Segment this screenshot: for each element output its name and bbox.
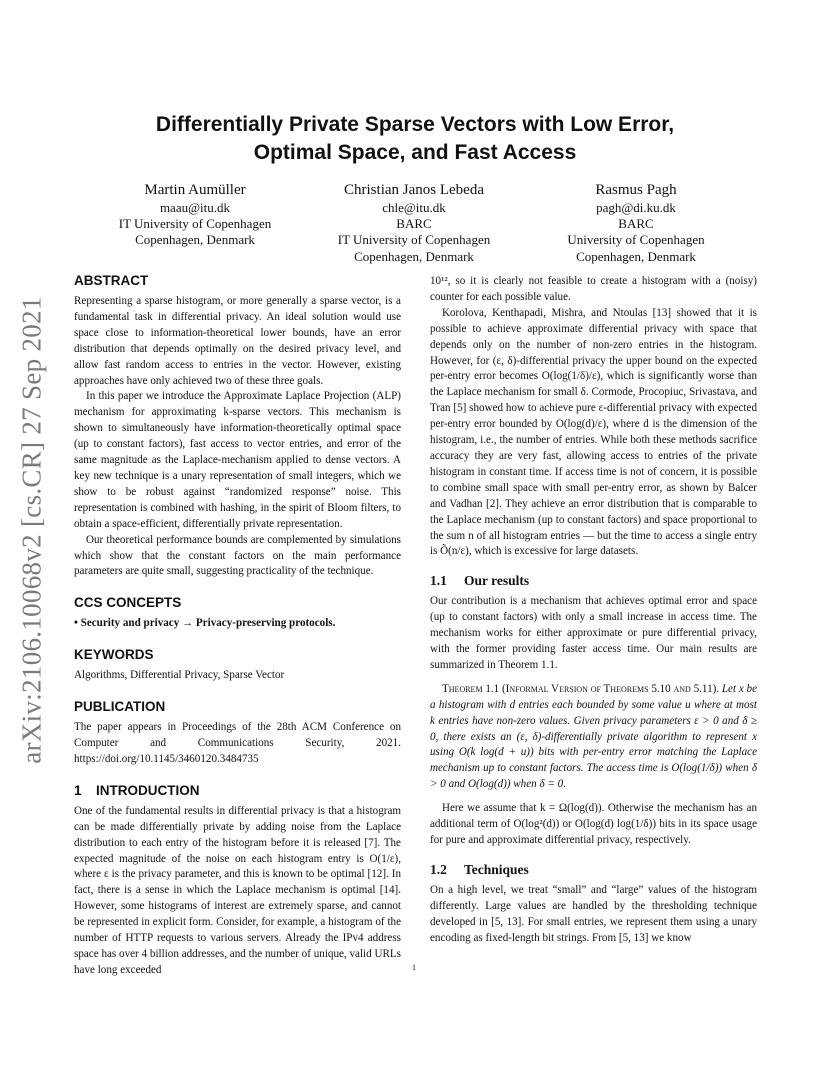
author-name: Martin Aumüller bbox=[144, 182, 246, 198]
section-number: 1.2 bbox=[430, 861, 447, 877]
intro-paragraph-continued: 10¹², so it is clearly not feasible to create a histogram with a (noisy) counter for each possible value. bbox=[430, 275, 757, 303]
left-column bbox=[74, 272, 401, 979]
author-pagh bbox=[521, 180, 751, 265]
publication-heading: PUBLICATION bbox=[74, 699, 166, 715]
author-email: chle@itu.dk bbox=[382, 200, 446, 215]
paper-title bbox=[90, 111, 740, 167]
keywords-heading: KEYWORDS bbox=[74, 647, 154, 663]
author-affiliation: IT University of Copenhagen bbox=[118, 216, 272, 232]
results-paragraph: Our contribution is a mechanism that achieves optimal error and space (up to constant factors) with only a small increase in access time. The mechanism works for either approximate or pure differential privacy, with the former providing faster access time. Our main results are summarized in Theorem 1.1. bbox=[430, 595, 757, 671]
author-email: maau@itu.dk bbox=[159, 200, 231, 215]
theorem-heading: Theorem 1.1 (Informal Version of Theorems 5.10 and 5.11). bbox=[442, 682, 720, 695]
author-aumuller bbox=[80, 180, 310, 249]
results-paragraph: Here we assume that k = Ω(log(d)). Otherwise the mechanism has an additional term of O(log²(d)) or O(log(d) log(1/δ)) bits in its space usage for pure and approximate differential privacy, respectively. bbox=[430, 802, 757, 846]
paper-title-line-2: Optimal Space, and Fast Access bbox=[253, 141, 577, 164]
results-heading bbox=[430, 572, 757, 590]
author-affiliation: BARC bbox=[618, 216, 654, 232]
section-title: INTRODUCTION bbox=[96, 782, 200, 798]
paper-title-line-1: Differentially Private Sparse Vectors with Low Error, bbox=[155, 113, 675, 136]
techniques-heading bbox=[430, 861, 757, 879]
abstract-paragraph: Our theoretical performance bounds are complemented by simulations which show that the constant factors on the main performance parameters are quite small, suggesting practicality of the technique. bbox=[74, 533, 401, 578]
section-title: Our results bbox=[464, 573, 530, 589]
arxiv-identifier bbox=[12, 180, 52, 880]
abstract-heading: ABSTRACT bbox=[74, 273, 149, 288]
techniques-paragraph: On a high level, we treat “small” and “large” values of the histogram differently. Large values are handled by the thresholding technique developed in [5, 13]. For small entries, we represent them using a unary encoding as fixed-length bit strings. From [5, 13] we know bbox=[430, 883, 757, 944]
right-column bbox=[430, 274, 757, 947]
author-location: Copenhagen, Denmark bbox=[354, 248, 474, 264]
intro-paragraph: One of the fundamental results in differential privacy is that a histogram can be made differentially private by adding noise from the Laplace distribution to each entry of the histogram before it is released [7]. The expected magnitude of the noise on each histogram entry is O(1/ε), where ε is the privacy parameter, and this is known to be optimal [12]. In fact, there is a sense in which the Laplace mechanism is optimal [14]. However, some histograms of interest are extremely sparse, and cannot be represented in explicit form. Consider, for example, a histogram of the number of HTTP requests to various servers. Already the IPv4 address space has over 4 billion addresses, and the number of unique, valid URLs have long exceeded bbox=[74, 804, 401, 976]
theorem-statement: Let x be a histogram with d entries each bounded by some value u where at most k entries have non-zero values. Given privacy parameters ε > 0 and δ ≥ 0, there exists an (ε, δ)-differentially private algorithm to represent x using O(k log(d + u)) bits with per-entry error matching the Laplace mechanism up to constant factors. The access time is O(log(1/δ)) when δ > 0 and O(log(d)) when δ = 0. bbox=[430, 682, 757, 791]
author-name: Christian Janos Lebeda bbox=[344, 182, 484, 198]
ccs-heading: CCS CONCEPTS bbox=[74, 595, 182, 611]
author-affiliation: BARC bbox=[396, 216, 432, 232]
ccs-text: • Security and privacy → Privacy-preserving protocols. bbox=[74, 617, 336, 630]
section-number: 1 bbox=[74, 782, 82, 798]
author-location: Copenhagen, Denmark bbox=[576, 248, 696, 264]
author-lebeda bbox=[299, 180, 529, 265]
abstract-paragraph: Representing a sparse histogram, or more generally a sparse vector, is a fundamental task in differential privacy. An ideal solution would use space close to information-theoretical lower bounds, have an error distribution that depends optimally on the desired privacy level, and allow fast random access to entries in the vector. However, existing approaches have only achieved two of these three goals. bbox=[74, 295, 401, 387]
author-email: pagh@di.ku.dk bbox=[596, 200, 676, 215]
section-number: 1.1 bbox=[430, 573, 447, 589]
author-affiliation: University of Copenhagen bbox=[567, 232, 705, 248]
introduction-heading bbox=[74, 782, 401, 800]
author-name: Rasmus Pagh bbox=[595, 182, 677, 198]
page-number: 1 bbox=[412, 963, 416, 972]
theorem-block bbox=[430, 682, 757, 793]
abstract-paragraph: In this paper we introduce the Approximate Laplace Projection (ALP) mechanism for approximating k-sparse vectors. This mechanism is shown to simultaneously have information-theoretically optimal space (up to constant factors), fast access to vector entries, and error of the same magnitude as the Laplace-mechanism applied to dense vectors. A key new technique is a unary representation of small integers, which we show to be robust against “randomized response” noise. This representation is combined with hashing, in the spirit of Bloom filters, to obtain a space-efficient, differentially private representation. bbox=[74, 390, 401, 530]
arxiv-identifier-text: arXiv:2106.10068v2 [cs.CR] 27 Sep 2021 bbox=[16, 296, 47, 764]
intro-paragraph: Korolova, Kenthapadi, Mishra, and Ntoulas [13] showed that it is possible to achieve approximate differential privacy with space that depends only on the number of non-zero entries in the histogram. However, for (ε, δ)-differential privacy the upper bound on the expected per-entry error becomes O(log(1/δ)/ε), which is significantly worse than the Laplace mechanism for small δ. Cormode, Procopiuc, Srivastava, and Tran [5] showed how to achieve pure ε-differential privacy with expected per-entry error bounded by O(log(d)/ε), where d is the dimension of the histogram, i.e., the number of entries. While both these methods sacrifice accuracy they are very fast, allowing access to entries of the private histogram in constant time. If access time is not of concern, it is possible to combine small space with small per-entry error, as shown by Balcer and Vadhan [2]. They achieve an error distribution that is comparable to the Laplace mechanism (up to constant factors) and space proportional to the sum n of all histogram entries — but the time to access a single entry is Õ(n/ε), which is excessive for large datasets. bbox=[430, 306, 757, 558]
keywords-text: Algorithms, Differential Privacy, Sparse Vector bbox=[74, 669, 285, 682]
section-title: Techniques bbox=[464, 861, 529, 877]
author-location: Copenhagen, Denmark bbox=[135, 232, 255, 248]
author-affiliation: IT University of Copenhagen bbox=[337, 232, 491, 248]
publication-text: The paper appears in Proceedings of the 28th ACM Conference on Computer and Communications Security, 2021. https://doi.org/10.1145/3460120.3484735 bbox=[74, 721, 401, 765]
